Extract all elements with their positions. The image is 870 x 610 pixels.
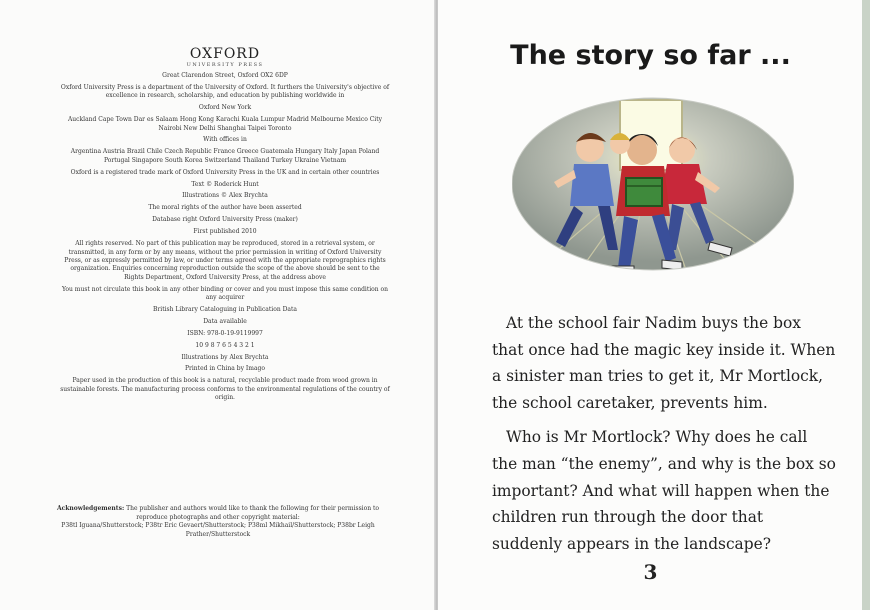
printed-in: Printed in China by Imago (184, 365, 266, 373)
page-edge (862, 0, 870, 610)
children-running-illustration (512, 92, 794, 297)
story-paragraph-1: At the school fair Nadim buys the box that once had the magic key inside it. When a sinister man tries to get it, Mr Mortlock, the school caretaker, prevents him. (492, 314, 836, 412)
database-right: Database right Oxford University Press (maker) (152, 216, 298, 224)
isbn: ISBN: 978-0-19-9119997 (187, 329, 263, 337)
data-available: Data available (203, 317, 247, 325)
imprint-para-4: With offices in (203, 136, 247, 144)
story-title: The story so far ... (510, 40, 791, 71)
ack-label: Acknowledgements: (56, 505, 125, 512)
imprint-para-6: Oxford is a registered trade mark of Oxford University Press in the UK and in certain other countries (70, 168, 380, 176)
paper-note: Paper used in the production of this book is a natural, recyclable product made from wood grown in sustainable forests. The manufacturing process conforms to the environmental regulations of the country of origin. (60, 377, 390, 402)
illustrations-by: Illustrations by Alex Brychta (181, 353, 269, 361)
ack-credits: P38tl Iguana/Shutterstock; P38tr Eric Gevaert/Shutterstock; P38ml Mikhail/Shutterstock; P38br Leigh Prather/Shutterstock (61, 522, 375, 538)
rights-reserved: All rights reserved. No part of this publication may be reproduced, stored in a retrieval system, or transmitted, in any form or by any means, without the prior permission in writing of Oxford University Press, or as expressly permitted by law, or under terms agreed with the appropriate reprographics rights organization. Enquiries concerning reproduction outside the scope of the above should be sent to the Rights Department, Oxford University Press, at the address above (64, 240, 386, 281)
circulation-notice: You must not circulate this book in any other binding or cover and you must impose this same condition on any acquirer (61, 285, 389, 302)
moral-rights: The moral rights of the author have been asserted (148, 204, 302, 212)
publisher-address: Great Clarendon Street, Oxford OX2 6DP (162, 72, 288, 79)
imprint-block (60, 46, 390, 406)
publisher-logo: OXFORD (189, 46, 261, 62)
cataloguing-note: British Library Cataloguing in Publication Data (153, 305, 297, 313)
ack-text: The publisher and authors would like to thank the following for their permission to reproduce photographs and other copyright material: (126, 505, 380, 521)
page-number: 3 (643, 560, 658, 584)
story-paragraph-2: Who is Mr Mortlock? Why does he call the man “the enemy”, and why is the box so important? And what will happen when the children run through the door that suddenly appears in the landscape? (492, 428, 836, 553)
acknowledgements (48, 505, 388, 539)
imprint-para-5: Argentina Austria Brazil Chile Czech Republic France Greece Guatemala Hungary Italy Japan Poland Portugal Singapore South Korea Switzerland Thailand Turkey Ukraine Vietnam (70, 148, 380, 164)
story-text (492, 310, 837, 565)
illustration-credit: Illustrations © Alex Brychta (182, 192, 268, 200)
publisher-subtitle: UNIVERSITY PRESS (186, 62, 264, 68)
imprint-para-3: Auckland Cape Town Dar es Salaam Hong Kong Karachi Kuala Lumpur Madrid Melbourne Mexico City Nairobi New Delhi Shanghai Taipei Toronto (67, 116, 383, 132)
story-page (438, 0, 863, 610)
text-credit: Text © Roderick Hunt (191, 180, 259, 188)
imprint-para-2: Oxford New York (198, 104, 252, 112)
print-line: 10 9 8 7 6 5 4 3 2 1 (195, 341, 255, 349)
imprint-para-1: Oxford University Press is a department of the University of Oxford. It furthers the University's objective of excellence in research, scholarship, and education by publishing worldwide in (60, 83, 390, 100)
first-published: First published 2010 (193, 228, 257, 236)
